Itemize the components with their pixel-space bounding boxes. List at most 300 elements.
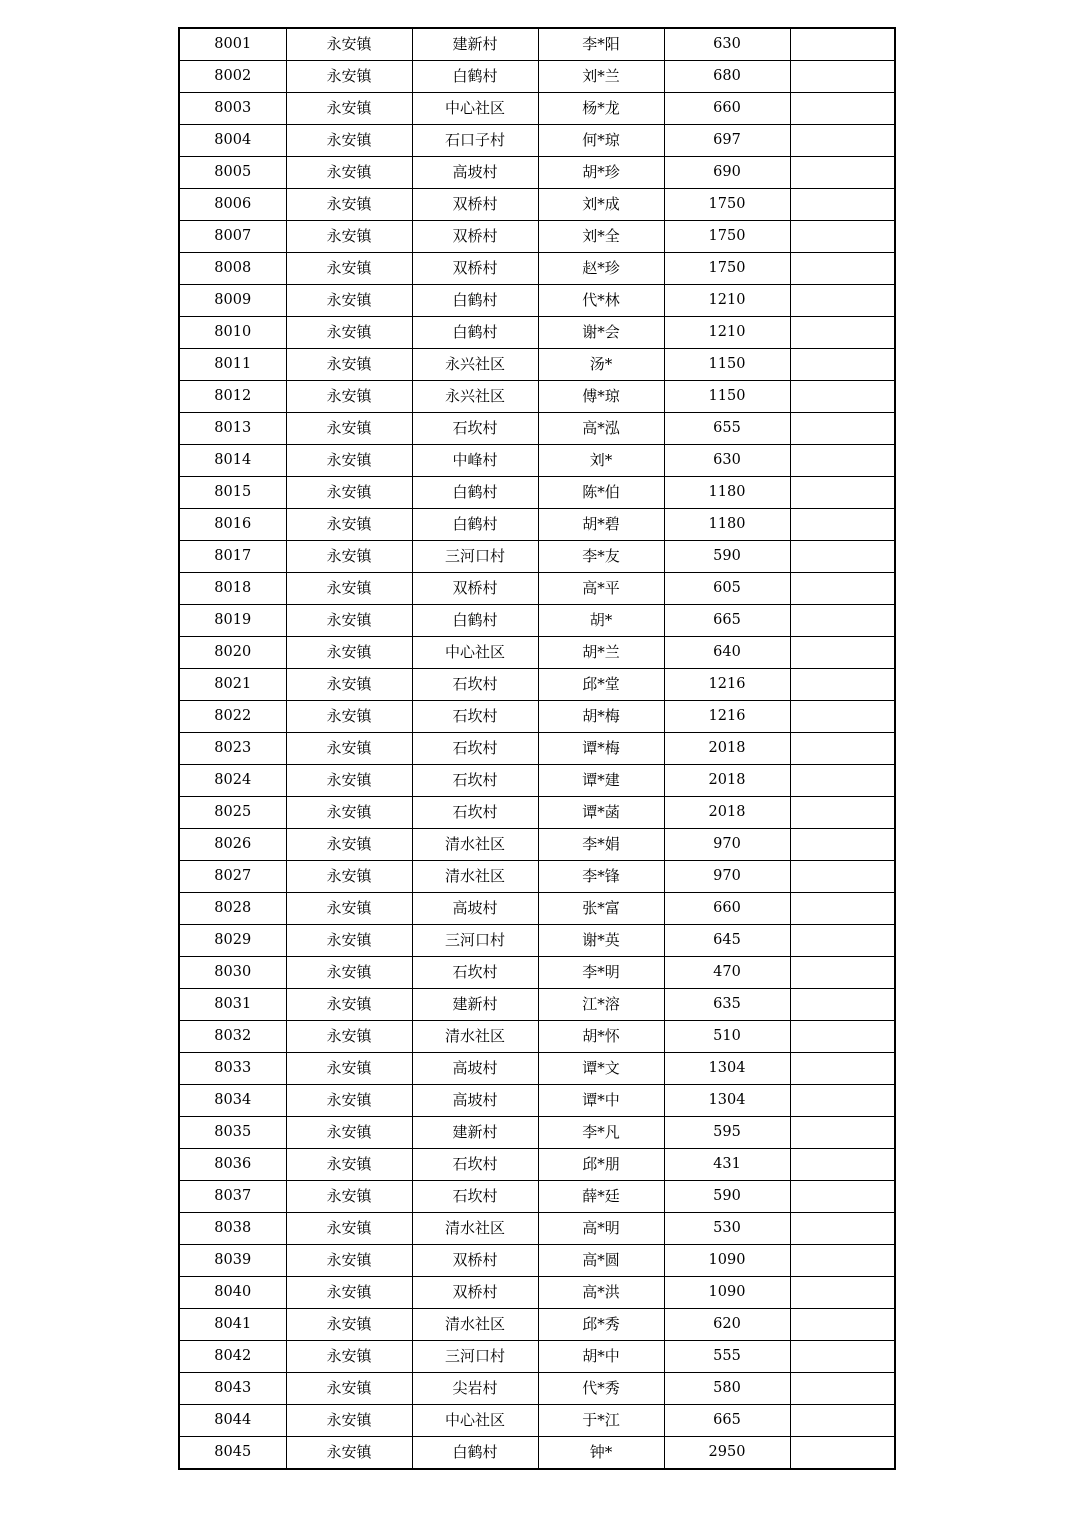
cell-amount: 431 — [664, 1149, 790, 1181]
cell-town: 永安镇 — [286, 1085, 412, 1117]
cell-note — [790, 1085, 895, 1117]
cell-note — [790, 1405, 895, 1437]
table-row — [179, 1181, 895, 1213]
cell-town: 永安镇 — [286, 349, 412, 381]
cell-town: 永安镇 — [286, 1021, 412, 1053]
cell-name: 江*溶 — [538, 989, 664, 1021]
cell-village: 三河口村 — [412, 1341, 538, 1373]
cell-village: 双桥村 — [412, 1245, 538, 1277]
cell-id: 8036 — [179, 1149, 286, 1181]
cell-note — [790, 253, 895, 285]
cell-town: 永安镇 — [286, 61, 412, 93]
cell-name: 于*江 — [538, 1405, 664, 1437]
cell-name: 何*琼 — [538, 125, 664, 157]
cell-id: 8004 — [179, 125, 286, 157]
cell-id: 8031 — [179, 989, 286, 1021]
cell-note — [790, 1181, 895, 1213]
cell-id: 8042 — [179, 1341, 286, 1373]
roster-table — [178, 27, 896, 1470]
cell-village: 石坎村 — [412, 701, 538, 733]
cell-id: 8038 — [179, 1213, 286, 1245]
cell-id: 8039 — [179, 1245, 286, 1277]
cell-note — [790, 797, 895, 829]
cell-town: 永安镇 — [286, 1117, 412, 1149]
cell-name: 刘*成 — [538, 189, 664, 221]
table-row — [179, 989, 895, 1021]
roster-table-body — [179, 28, 895, 1469]
cell-id: 8007 — [179, 221, 286, 253]
cell-town: 永安镇 — [286, 605, 412, 637]
cell-id: 8002 — [179, 61, 286, 93]
cell-town: 永安镇 — [286, 285, 412, 317]
cell-town: 永安镇 — [286, 925, 412, 957]
cell-town: 永安镇 — [286, 509, 412, 541]
cell-village: 石坎村 — [412, 957, 538, 989]
cell-town: 永安镇 — [286, 1277, 412, 1309]
cell-village: 中心社区 — [412, 93, 538, 125]
cell-id: 8029 — [179, 925, 286, 957]
cell-note — [790, 157, 895, 189]
cell-village: 清水社区 — [412, 829, 538, 861]
cell-village: 白鹤村 — [412, 1437, 538, 1470]
table-row — [179, 189, 895, 221]
cell-village: 白鹤村 — [412, 509, 538, 541]
cell-id: 8027 — [179, 861, 286, 893]
cell-amount: 1180 — [664, 509, 790, 541]
cell-town: 永安镇 — [286, 317, 412, 349]
cell-id: 8014 — [179, 445, 286, 477]
cell-note — [790, 1021, 895, 1053]
cell-note — [790, 701, 895, 733]
cell-town: 永安镇 — [286, 221, 412, 253]
cell-town: 永安镇 — [286, 989, 412, 1021]
cell-name: 李*锋 — [538, 861, 664, 893]
cell-amount: 630 — [664, 28, 790, 61]
cell-note — [790, 1149, 895, 1181]
cell-village: 高坡村 — [412, 893, 538, 925]
cell-village: 白鹤村 — [412, 61, 538, 93]
cell-id: 8026 — [179, 829, 286, 861]
cell-note — [790, 1341, 895, 1373]
cell-id: 8019 — [179, 605, 286, 637]
table-row — [179, 413, 895, 445]
cell-village: 建新村 — [412, 989, 538, 1021]
cell-town: 永安镇 — [286, 1405, 412, 1437]
cell-town: 永安镇 — [286, 701, 412, 733]
cell-name: 高*明 — [538, 1213, 664, 1245]
cell-amount: 680 — [664, 61, 790, 93]
cell-village: 双桥村 — [412, 1277, 538, 1309]
cell-note — [790, 829, 895, 861]
cell-amount: 665 — [664, 1405, 790, 1437]
cell-id: 8028 — [179, 893, 286, 925]
cell-village: 石坎村 — [412, 733, 538, 765]
table-row — [179, 381, 895, 413]
table-row — [179, 1213, 895, 1245]
cell-name: 谭*梅 — [538, 733, 664, 765]
cell-town: 永安镇 — [286, 253, 412, 285]
cell-id: 8018 — [179, 573, 286, 605]
cell-town: 永安镇 — [286, 1309, 412, 1341]
cell-village: 双桥村 — [412, 573, 538, 605]
cell-amount: 595 — [664, 1117, 790, 1149]
cell-note — [790, 1053, 895, 1085]
cell-id: 8035 — [179, 1117, 286, 1149]
cell-amount: 635 — [664, 989, 790, 1021]
table-row — [179, 1149, 895, 1181]
cell-town: 永安镇 — [286, 637, 412, 669]
cell-town: 永安镇 — [286, 957, 412, 989]
table-row — [179, 445, 895, 477]
cell-name: 代*林 — [538, 285, 664, 317]
cell-name: 李*娟 — [538, 829, 664, 861]
cell-village: 高坡村 — [412, 1085, 538, 1117]
cell-amount: 970 — [664, 829, 790, 861]
cell-name: 胡*怀 — [538, 1021, 664, 1053]
cell-name: 薛*廷 — [538, 1181, 664, 1213]
cell-village: 白鹤村 — [412, 285, 538, 317]
cell-town: 永安镇 — [286, 765, 412, 797]
cell-note — [790, 445, 895, 477]
cell-village: 石坎村 — [412, 669, 538, 701]
cell-village: 石坎村 — [412, 765, 538, 797]
cell-id: 8025 — [179, 797, 286, 829]
cell-name: 邱*朋 — [538, 1149, 664, 1181]
table-row — [179, 157, 895, 189]
cell-amount: 530 — [664, 1213, 790, 1245]
cell-amount: 590 — [664, 1181, 790, 1213]
cell-name: 代*秀 — [538, 1373, 664, 1405]
cell-village: 清水社区 — [412, 1213, 538, 1245]
cell-name: 谢*英 — [538, 925, 664, 957]
cell-name: 邱*堂 — [538, 669, 664, 701]
cell-id: 8022 — [179, 701, 286, 733]
cell-town: 永安镇 — [286, 1245, 412, 1277]
cell-id: 8005 — [179, 157, 286, 189]
cell-amount: 1216 — [664, 669, 790, 701]
table-row — [179, 61, 895, 93]
table-row — [179, 317, 895, 349]
cell-town: 永安镇 — [286, 445, 412, 477]
cell-id: 8040 — [179, 1277, 286, 1309]
cell-village: 尖岩村 — [412, 1373, 538, 1405]
cell-name: 胡*兰 — [538, 637, 664, 669]
cell-amount: 1150 — [664, 381, 790, 413]
table-row — [179, 861, 895, 893]
table-row — [179, 1437, 895, 1470]
cell-village: 高坡村 — [412, 1053, 538, 1085]
cell-amount: 1304 — [664, 1053, 790, 1085]
cell-town: 永安镇 — [286, 1437, 412, 1470]
cell-town: 永安镇 — [286, 1181, 412, 1213]
cell-amount: 1304 — [664, 1085, 790, 1117]
cell-id: 8041 — [179, 1309, 286, 1341]
table-row — [179, 221, 895, 253]
cell-note — [790, 28, 895, 61]
cell-name: 高*洪 — [538, 1277, 664, 1309]
cell-note — [790, 93, 895, 125]
cell-name: 胡* — [538, 605, 664, 637]
cell-town: 永安镇 — [286, 829, 412, 861]
cell-name: 刘*兰 — [538, 61, 664, 93]
cell-id: 8016 — [179, 509, 286, 541]
cell-name: 胡*中 — [538, 1341, 664, 1373]
table-row — [179, 1341, 895, 1373]
cell-note — [790, 925, 895, 957]
cell-note — [790, 1245, 895, 1277]
cell-town: 永安镇 — [286, 1213, 412, 1245]
cell-town: 永安镇 — [286, 477, 412, 509]
cell-town: 永安镇 — [286, 413, 412, 445]
table-row — [179, 1053, 895, 1085]
cell-village: 清水社区 — [412, 861, 538, 893]
cell-village: 高坡村 — [412, 157, 538, 189]
table-row — [179, 637, 895, 669]
cell-amount: 590 — [664, 541, 790, 573]
table-row — [179, 253, 895, 285]
cell-amount: 2018 — [664, 797, 790, 829]
table-row — [179, 1085, 895, 1117]
cell-name: 李*友 — [538, 541, 664, 573]
table-row — [179, 797, 895, 829]
cell-amount: 1180 — [664, 477, 790, 509]
cell-amount: 1750 — [664, 221, 790, 253]
cell-town: 永安镇 — [286, 573, 412, 605]
table-row — [179, 1245, 895, 1277]
cell-note — [790, 1373, 895, 1405]
cell-village: 石坎村 — [412, 1181, 538, 1213]
cell-note — [790, 1213, 895, 1245]
cell-village: 双桥村 — [412, 189, 538, 221]
cell-town: 永安镇 — [286, 861, 412, 893]
cell-id: 8034 — [179, 1085, 286, 1117]
cell-id: 8045 — [179, 1437, 286, 1470]
cell-id: 8037 — [179, 1181, 286, 1213]
cell-amount: 2018 — [664, 733, 790, 765]
cell-town: 永安镇 — [286, 125, 412, 157]
cell-note — [790, 509, 895, 541]
cell-amount: 1210 — [664, 317, 790, 349]
table-row — [179, 893, 895, 925]
cell-village: 清水社区 — [412, 1309, 538, 1341]
cell-town: 永安镇 — [286, 28, 412, 61]
cell-name: 张*富 — [538, 893, 664, 925]
cell-note — [790, 541, 895, 573]
cell-note — [790, 1437, 895, 1470]
table-row — [179, 477, 895, 509]
cell-amount: 665 — [664, 605, 790, 637]
cell-id: 8024 — [179, 765, 286, 797]
cell-name: 谭*中 — [538, 1085, 664, 1117]
cell-note — [790, 221, 895, 253]
cell-town: 永安镇 — [286, 189, 412, 221]
cell-village: 清水社区 — [412, 1021, 538, 1053]
cell-village: 永兴社区 — [412, 349, 538, 381]
cell-town: 永安镇 — [286, 669, 412, 701]
table-row — [179, 93, 895, 125]
cell-id: 8003 — [179, 93, 286, 125]
cell-village: 石口子村 — [412, 125, 538, 157]
cell-name: 谭*菡 — [538, 797, 664, 829]
cell-name: 谭*文 — [538, 1053, 664, 1085]
cell-note — [790, 61, 895, 93]
cell-amount: 1750 — [664, 253, 790, 285]
cell-town: 永安镇 — [286, 1149, 412, 1181]
cell-village: 石坎村 — [412, 797, 538, 829]
cell-note — [790, 1117, 895, 1149]
table-row — [179, 669, 895, 701]
cell-note — [790, 605, 895, 637]
cell-id: 8032 — [179, 1021, 286, 1053]
cell-town: 永安镇 — [286, 1373, 412, 1405]
cell-town: 永安镇 — [286, 1053, 412, 1085]
cell-note — [790, 349, 895, 381]
cell-amount: 655 — [664, 413, 790, 445]
cell-note — [790, 317, 895, 349]
cell-village: 三河口村 — [412, 541, 538, 573]
cell-note — [790, 413, 895, 445]
cell-name: 李*凡 — [538, 1117, 664, 1149]
cell-amount: 697 — [664, 125, 790, 157]
cell-name: 李*明 — [538, 957, 664, 989]
cell-name: 胡*珍 — [538, 157, 664, 189]
table-row — [179, 509, 895, 541]
cell-id: 8010 — [179, 317, 286, 349]
cell-amount: 1090 — [664, 1277, 790, 1309]
cell-note — [790, 989, 895, 1021]
cell-id: 8001 — [179, 28, 286, 61]
cell-id: 8008 — [179, 253, 286, 285]
cell-amount: 1150 — [664, 349, 790, 381]
cell-name: 高*圆 — [538, 1245, 664, 1277]
table-row — [179, 285, 895, 317]
cell-name: 傅*琼 — [538, 381, 664, 413]
cell-id: 8021 — [179, 669, 286, 701]
cell-amount: 580 — [664, 1373, 790, 1405]
table-row — [179, 1405, 895, 1437]
cell-note — [790, 189, 895, 221]
cell-village: 永兴社区 — [412, 381, 538, 413]
cell-amount: 555 — [664, 1341, 790, 1373]
cell-amount: 970 — [664, 861, 790, 893]
cell-id: 8015 — [179, 477, 286, 509]
cell-village: 白鹤村 — [412, 477, 538, 509]
cell-id: 8020 — [179, 637, 286, 669]
cell-note — [790, 1309, 895, 1341]
cell-name: 谭*建 — [538, 765, 664, 797]
cell-note — [790, 669, 895, 701]
cell-amount: 690 — [664, 157, 790, 189]
table-row — [179, 28, 895, 61]
cell-id: 8044 — [179, 1405, 286, 1437]
cell-note — [790, 893, 895, 925]
cell-amount: 2018 — [664, 765, 790, 797]
table-row — [179, 573, 895, 605]
cell-village: 白鹤村 — [412, 605, 538, 637]
cell-amount: 660 — [664, 93, 790, 125]
cell-town: 永安镇 — [286, 381, 412, 413]
cell-note — [790, 765, 895, 797]
cell-id: 8043 — [179, 1373, 286, 1405]
cell-name: 陈*伯 — [538, 477, 664, 509]
table-row — [179, 605, 895, 637]
cell-id: 8030 — [179, 957, 286, 989]
cell-id: 8023 — [179, 733, 286, 765]
cell-name: 赵*珍 — [538, 253, 664, 285]
cell-town: 永安镇 — [286, 1341, 412, 1373]
cell-note — [790, 477, 895, 509]
table-row — [179, 541, 895, 573]
cell-village: 白鹤村 — [412, 317, 538, 349]
table-row — [179, 125, 895, 157]
cell-name: 邱*秀 — [538, 1309, 664, 1341]
cell-name: 刘*全 — [538, 221, 664, 253]
table-row — [179, 701, 895, 733]
cell-amount: 470 — [664, 957, 790, 989]
cell-amount: 630 — [664, 445, 790, 477]
cell-id: 8033 — [179, 1053, 286, 1085]
cell-id: 8017 — [179, 541, 286, 573]
cell-town: 永安镇 — [286, 797, 412, 829]
cell-amount: 2950 — [664, 1437, 790, 1470]
cell-name: 刘* — [538, 445, 664, 477]
table-row — [179, 1373, 895, 1405]
cell-id: 8012 — [179, 381, 286, 413]
cell-name: 李*阳 — [538, 28, 664, 61]
cell-note — [790, 733, 895, 765]
cell-village: 中峰村 — [412, 445, 538, 477]
cell-id: 8009 — [179, 285, 286, 317]
cell-note — [790, 957, 895, 989]
cell-name: 高*平 — [538, 573, 664, 605]
cell-note — [790, 285, 895, 317]
cell-id: 8013 — [179, 413, 286, 445]
cell-note — [790, 125, 895, 157]
cell-amount: 605 — [664, 573, 790, 605]
cell-amount: 645 — [664, 925, 790, 957]
cell-village: 三河口村 — [412, 925, 538, 957]
table-row — [179, 1277, 895, 1309]
cell-village: 建新村 — [412, 28, 538, 61]
table-row — [179, 829, 895, 861]
cell-note — [790, 1277, 895, 1309]
cell-name: 汤* — [538, 349, 664, 381]
cell-name: 杨*龙 — [538, 93, 664, 125]
cell-village: 双桥村 — [412, 253, 538, 285]
cell-amount: 1750 — [664, 189, 790, 221]
cell-village: 中心社区 — [412, 1405, 538, 1437]
table-row — [179, 925, 895, 957]
cell-town: 永安镇 — [286, 733, 412, 765]
cell-town: 永安镇 — [286, 93, 412, 125]
cell-note — [790, 381, 895, 413]
table-row — [179, 733, 895, 765]
cell-name: 胡*梅 — [538, 701, 664, 733]
table-row — [179, 1117, 895, 1149]
cell-amount: 640 — [664, 637, 790, 669]
table-row — [179, 1309, 895, 1341]
cell-amount: 1216 — [664, 701, 790, 733]
cell-village: 双桥村 — [412, 221, 538, 253]
cell-town: 永安镇 — [286, 541, 412, 573]
cell-note — [790, 637, 895, 669]
cell-amount: 510 — [664, 1021, 790, 1053]
cell-town: 永安镇 — [286, 893, 412, 925]
cell-amount: 620 — [664, 1309, 790, 1341]
cell-amount: 1210 — [664, 285, 790, 317]
cell-name: 胡*碧 — [538, 509, 664, 541]
cell-note — [790, 573, 895, 605]
